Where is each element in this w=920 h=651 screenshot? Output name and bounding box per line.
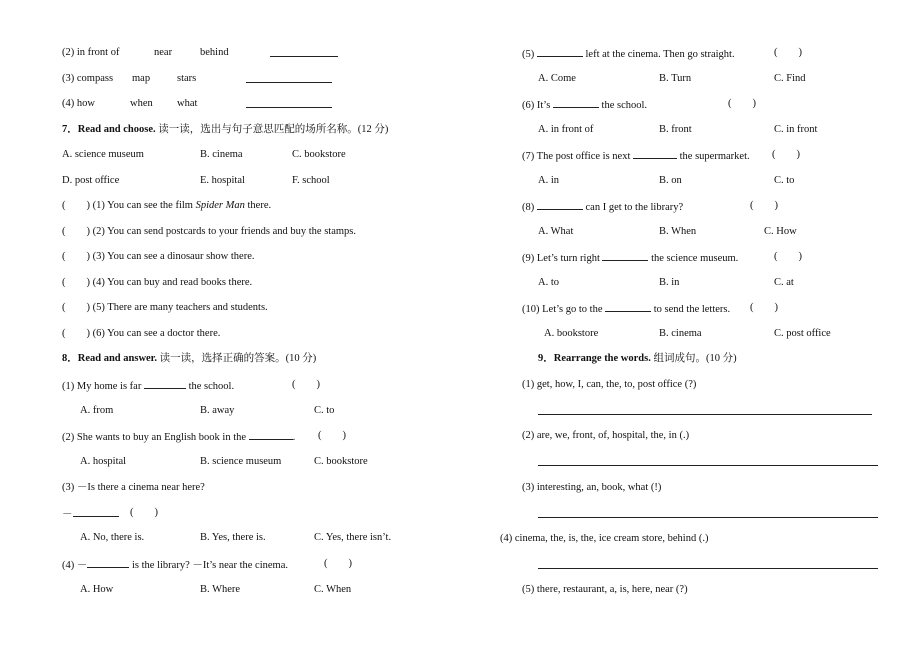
q8-item-3-answer: － ( ) [62, 507, 158, 520]
q7-title: 7．Read and choose. 读一读，选出与句子意思匹配的场所名称。(12 分) [62, 124, 389, 135]
q7-item-4: ( ) (4) You can buy and read books there. [62, 277, 253, 288]
answer-paren[interactable]: ( ) [774, 251, 802, 262]
answer-paren[interactable]: ( ) [292, 379, 320, 390]
q9-item-1: (1) get, how, I, can, the, to, post office (?) [522, 379, 697, 390]
q6-item-2: (2) in front of near behind [62, 46, 119, 60]
answer-paren[interactable]: ( ) [750, 302, 778, 313]
q8-item-3-options: A. No, there is. B. Yes, there is. C. Yes, there isn’t. [80, 532, 392, 543]
answer-paren[interactable]: ( ) [62, 251, 90, 262]
mc-item-10-options: A. bookstore B. cinema C. post office [544, 328, 831, 339]
q7-item-6: ( ) (6) You can see a doctor there. [62, 328, 221, 339]
answer-blank[interactable] [87, 557, 129, 568]
answer-blank[interactable] [605, 301, 651, 312]
answer-blank[interactable] [537, 46, 583, 57]
answer-blank[interactable] [602, 250, 648, 261]
answer-paren[interactable]: ( ) [62, 302, 90, 313]
answer-paren[interactable]: ( ) [324, 558, 352, 569]
answer-line[interactable] [538, 517, 878, 518]
q6-item-4: (4) how when what [62, 97, 95, 111]
q9-item-3: (3) interesting, an, book, what (!) [522, 482, 662, 493]
answer-paren[interactable]: ( ) [62, 277, 90, 288]
q7-options-row2: D. post office E. hospital F. school [62, 175, 330, 186]
answer-paren[interactable]: ( ) [318, 430, 346, 441]
mc-item-6: (6) It’s the school. ( ) [522, 98, 756, 111]
q9-title: 9．Rearrange the words. 组词成句。(10 分) [538, 353, 737, 364]
mc-item-5: (5) left at the cinema. Then go straight. ( ) [522, 47, 802, 60]
q7-item-1: ( ) (1) You can see the film Spider Man there. [62, 200, 272, 211]
q7-item-3: ( ) (3) You can see a dinosaur show there. [62, 251, 255, 262]
mc-item-9-options: A. to B. in C. at [538, 277, 794, 288]
answer-paren[interactable]: ( ) [62, 226, 90, 237]
q8-item-2-options: A. hospital B. science museum C. bookstore [80, 456, 368, 467]
mc-item-6-options: A. in front of B. front C. in front [538, 124, 818, 135]
q9-item-4: (4) cinema, the, is, the, ice cream store, behind (.) [500, 533, 709, 544]
answer-blank[interactable] [537, 199, 583, 210]
answer-blank[interactable] [633, 148, 677, 159]
answer-paren[interactable]: ( ) [774, 47, 802, 58]
mc-item-9: (9) Let’s turn right the science museum. ( ) [522, 251, 802, 264]
answer-blank[interactable] [246, 97, 332, 108]
answer-blank[interactable] [553, 97, 599, 108]
q6-item-3: (3) compass map stars [62, 72, 113, 86]
mc-item-7: (7) The post office is next the supermarket. ( ) [522, 149, 800, 162]
q7-options-row1: A. science museum B. cinema C. bookstore [62, 149, 346, 160]
answer-paren[interactable]: ( ) [130, 507, 158, 518]
mc-item-10: (10) Let’s go to the to send the letters. ( ) [522, 302, 778, 315]
q8-item-2: (2) She wants to buy an English book in the . ( ) [62, 430, 346, 443]
answer-paren[interactable]: ( ) [62, 200, 90, 211]
mc-item-7-options: A. in B. on C. to [538, 175, 795, 186]
mc-item-5-options: A. Come B. Turn C. Find [538, 73, 806, 84]
q8-item-4-options: A. How B. Where C. When [80, 584, 352, 595]
q9-item-5: (5) there, restaurant, a, is, here, near (?) [522, 584, 688, 595]
q8-title: 8．Read and answer. 读一读，选择正确的答案。(10 分) [62, 353, 317, 364]
q8-item-3: (3) －Is there a cinema near here? [62, 482, 205, 493]
answer-line[interactable] [538, 465, 878, 466]
answer-line[interactable] [538, 414, 872, 415]
answer-paren[interactable]: ( ) [772, 149, 800, 160]
answer-blank[interactable] [246, 72, 332, 83]
answer-paren[interactable]: ( ) [750, 200, 778, 211]
answer-blank[interactable] [270, 46, 338, 57]
answer-paren[interactable]: ( ) [728, 98, 756, 109]
answer-line[interactable] [538, 568, 878, 569]
q8-item-4: (4) － is the library? －It’s near the cinema. ( ) [62, 558, 352, 571]
mc-item-8: (8) can I get to the library? ( ) [522, 200, 778, 213]
q7-item-5: ( ) (5) There are many teachers and students. [62, 302, 268, 313]
answer-blank[interactable] [73, 506, 119, 517]
q9-item-2: (2) are, we, front, of, hospital, the, in (.) [522, 430, 690, 441]
mc-item-8-options: A. What B. When C. How [538, 226, 797, 237]
q8-item-1-options: A. from B. away C. to [80, 405, 335, 416]
q8-item-1: (1) My home is far the school. ( ) [62, 379, 320, 392]
answer-blank[interactable] [249, 429, 293, 440]
answer-blank[interactable] [144, 378, 186, 389]
answer-paren[interactable]: ( ) [62, 328, 90, 339]
q7-item-2: ( ) (2) You can send postcards to your friends and buy the stamps. [62, 226, 356, 237]
